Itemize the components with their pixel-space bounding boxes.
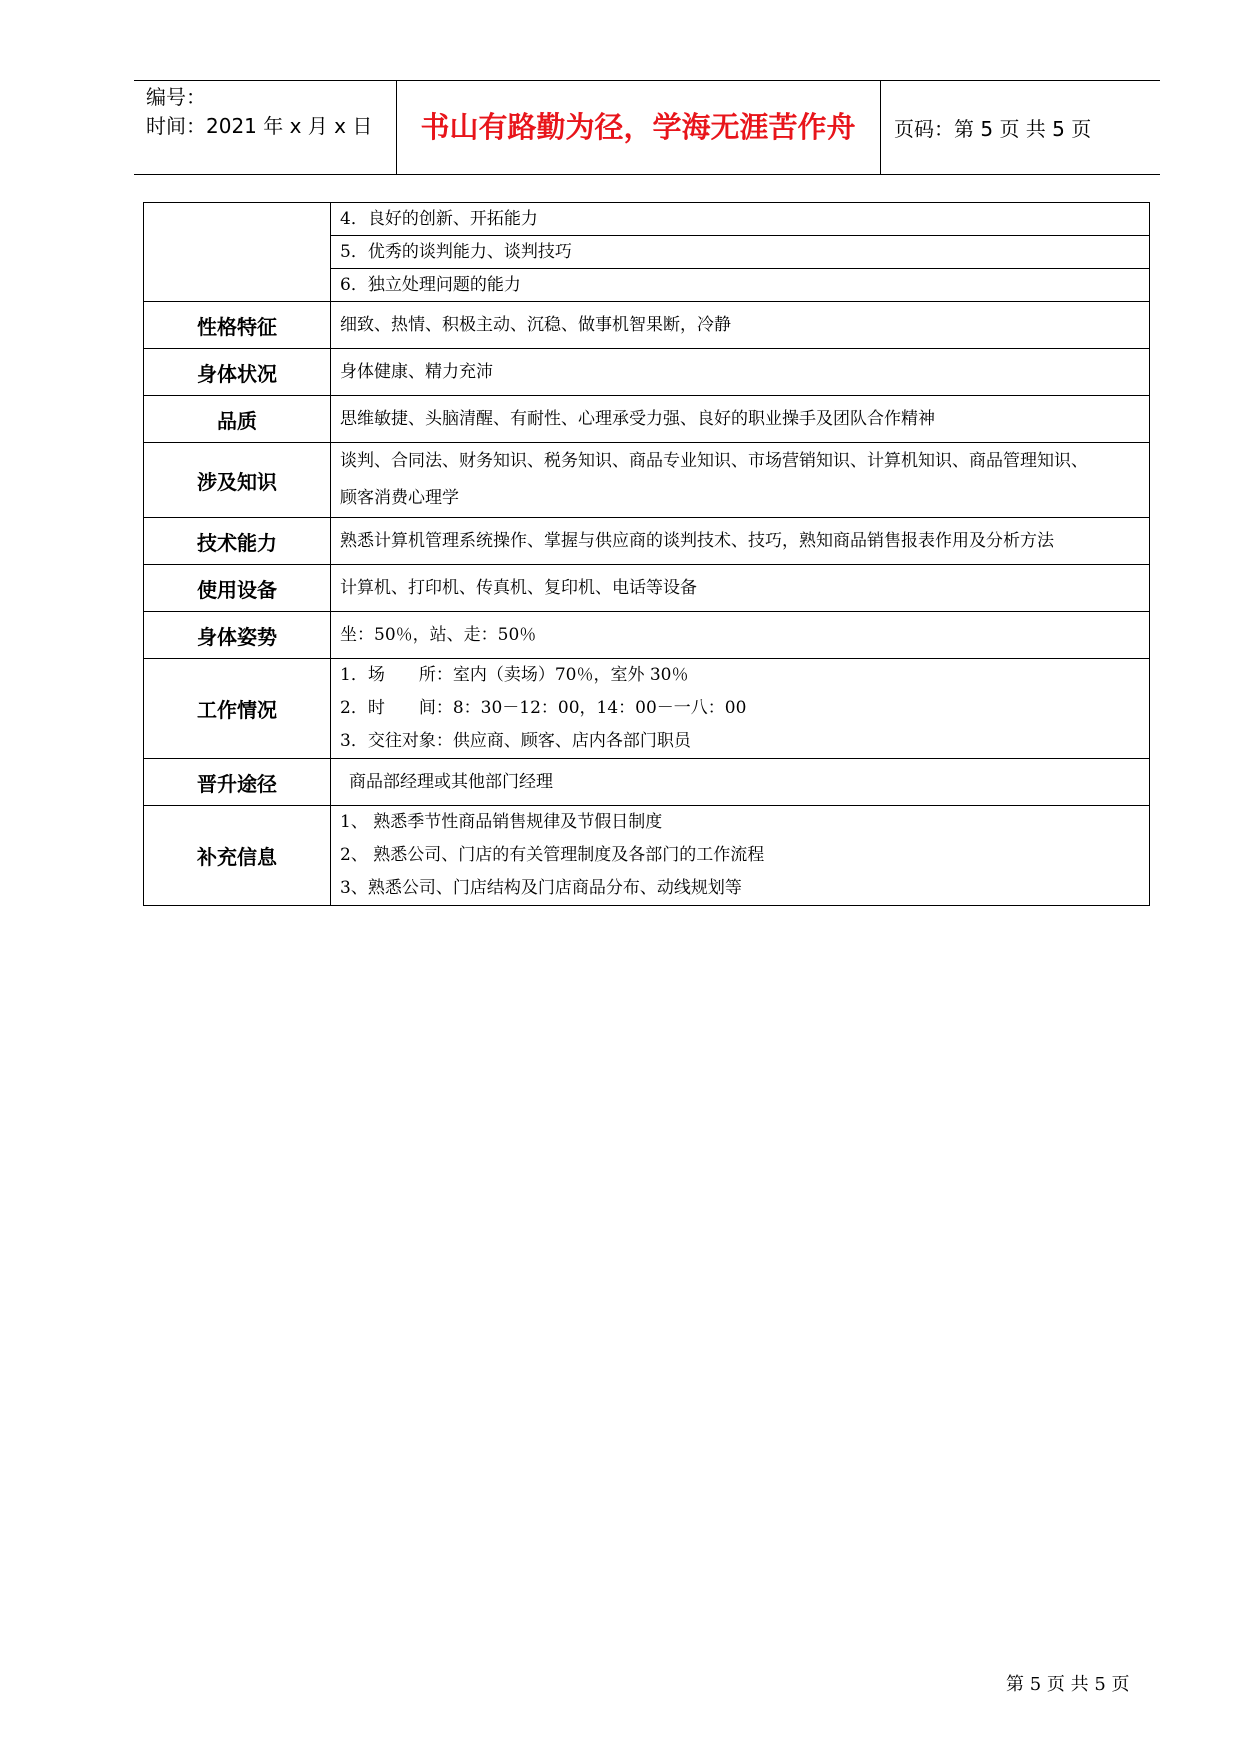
work-line: 2．时 间：8：30－12：00，14：00－一八：00 (340, 698, 747, 718)
row-label: 身体姿势 (144, 612, 331, 659)
abilities-label-cell (144, 203, 331, 302)
supplement-line: 3、熟悉公司、门店结构及门店商品分布、动线规划等 (340, 878, 742, 898)
row-value: 商品部经理或其他部门经理 (331, 759, 1150, 806)
row-value: 计算机、打印机、传真机、复印机、电话等设备 (331, 565, 1150, 612)
ability-item: 5．优秀的谈判能力、谈判技巧 (331, 236, 1149, 269)
header-bottom-rule (134, 174, 1160, 175)
row-label: 补充信息 (144, 806, 331, 906)
supplement-line: 1、 熟悉季节性商品销售规律及节假日制度 (340, 812, 663, 832)
table-row-promotion (144, 759, 1150, 806)
row-value (331, 659, 1150, 759)
document-date: 时间：2021 年 x 月 x 日 (146, 114, 373, 138)
table-row-skills (144, 518, 1150, 565)
table-row-equipment (144, 565, 1150, 612)
row-value: 熟悉计算机管理系统操作、掌握与供应商的谈判技术、技巧，熟知商品销售报表作用及分析方法 (331, 518, 1150, 565)
job-description-table (143, 202, 1150, 906)
row-value (331, 806, 1150, 906)
table-row-knowledge (144, 443, 1150, 518)
table-row-physical (144, 349, 1150, 396)
table-row-quality (144, 396, 1150, 443)
table-row-work (144, 659, 1150, 759)
row-label: 性格特征 (144, 302, 331, 349)
header-top-rule (134, 80, 1160, 81)
footer-page-number: 第 5 页 共 5 页 (1006, 1674, 1130, 1695)
row-label: 涉及知识 (144, 443, 331, 518)
row-value: 思维敏捷、头脑清醒、有耐性、心理承受力强、良好的职业操手及团队合作精神 (331, 396, 1150, 443)
table-row-personality (144, 302, 1150, 349)
row-label: 晋升途径 (144, 759, 331, 806)
row-value: 身体健康、精力充沛 (331, 349, 1150, 396)
header-page-number: 页码：第 5 页 共 5 页 (894, 117, 1092, 141)
ability-item: 4．良好的创新、开拓能力 (331, 203, 1149, 236)
abilities-cell (331, 203, 1150, 302)
knowledge-line: 谈判、合同法、财务知识、税务知识、商品专业知识、市场营销知识、计算机知识、商品管理知识、 (340, 451, 1088, 471)
row-label: 使用设备 (144, 565, 331, 612)
table-row-supplement (144, 806, 1150, 906)
table-row-posture (144, 612, 1150, 659)
row-value: 坐：50％，站、走：50％ (331, 612, 1150, 659)
knowledge-line: 顾客消费心理学 (340, 488, 459, 508)
row-label: 技术能力 (144, 518, 331, 565)
supplement-line: 2、 熟悉公司、门店的有关管理制度及各部门的工作流程 (340, 845, 765, 865)
table-row-abilities (144, 203, 1150, 302)
header-divider-right (880, 80, 881, 174)
row-label: 品质 (144, 396, 331, 443)
work-line: 3．交往对象：供应商、顾客、店内各部门职员 (340, 731, 691, 751)
row-label: 身体状况 (144, 349, 331, 396)
document-code-label: 编号： (146, 85, 206, 109)
header-motto: 书山有路勤为径，学海无涯苦作舟 (420, 110, 856, 144)
row-label: 工作情况 (144, 659, 331, 759)
ability-item: 6．独立处理问题的能力 (340, 275, 521, 295)
row-value (331, 443, 1150, 518)
work-line: 1．场 所：室内（卖场）70％，室外 30％ (340, 665, 689, 685)
row-value: 细致、热情、积极主动、沉稳、做事机智果断，冷静 (331, 302, 1150, 349)
